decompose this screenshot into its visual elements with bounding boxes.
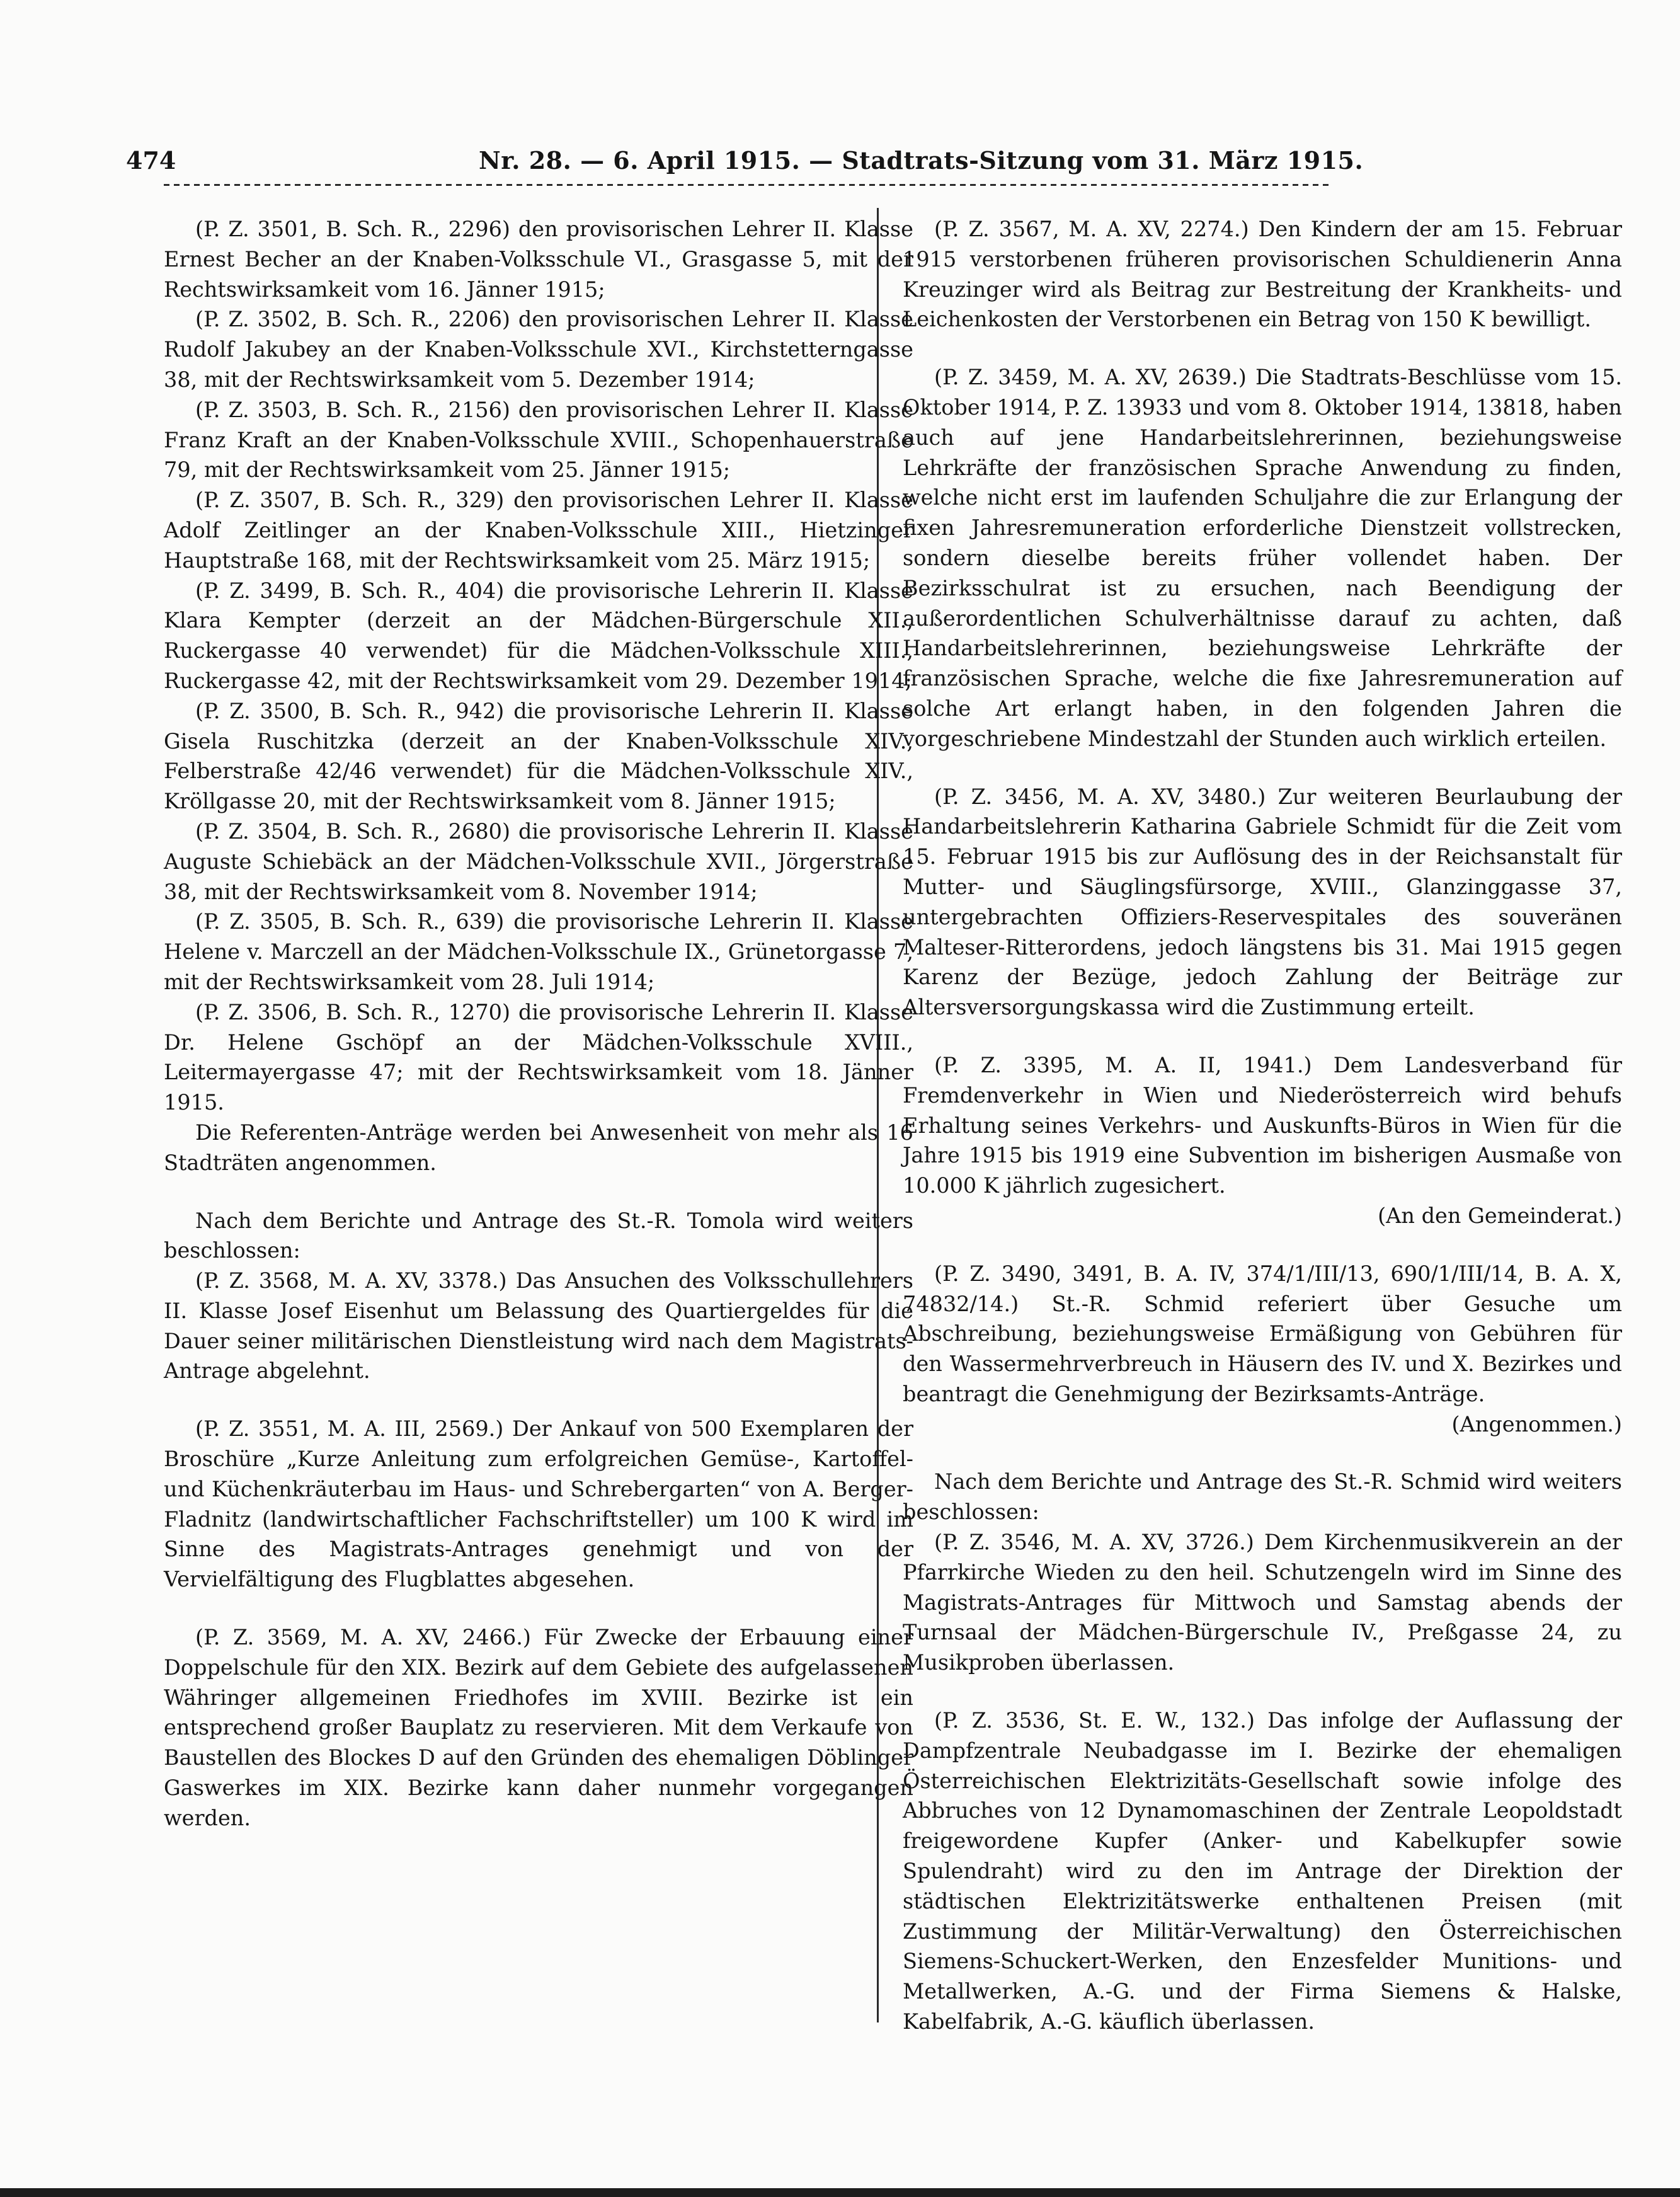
paragraph: (P. Z. 3506, B. Sch. R., 1270) die provisorische Lehrerin II. Klasse Dr. Helene Gschöpf an der Mädchen-Volksschule XVIII., Leitermayergasse 47; mit der Rechtswirksamkeit vom 18. Jänner 1915. xyxy=(164,999,913,1115)
resolution-note: (Angenommen.) xyxy=(1451,1411,1622,1437)
paragraph: (P. Z. 3546, M. A. XV, 3726.) Dem Kirchenmusikverein an der Pfarrkirche Wieden zu den heil. Schutzengeln wird im Sinne des Magistrats-Antrages für Mittwoch und Samstag abends der Turnsaal der Mädchen-Bürgerschule IV., Preßgasse 24, zu Musikproben überlassen. xyxy=(903,1530,1622,1675)
paragraph: Nach dem Berichte und Antrage des St.-R. Schmid wird weiters beschlossen: xyxy=(903,1469,1622,1525)
paragraph: (P. Z. 3501, B. Sch. R., 2296) den provisorischen Lehrer II. Klasse Ernest Becher an der Knaben-Volksschule VI., Grasgasse 5, mit der Rechtswirksamkeit vom 16. Jänner 1915; xyxy=(164,217,913,302)
paragraph: (P. Z. 3507, B. Sch. R., 329) den provisorischen Lehrer II. Klasse Adolf Zeitlinger an der Knaben-Volksschule XIII., Hietzinger Hauptstraße 168, mit der Rechtswirksamkeit vom 25. März 1915; xyxy=(164,488,913,573)
page-number: 474 xyxy=(126,146,176,175)
paragraph: (P. Z. 3536, St. E. W., 132.) Das infolge der Auflassung der Dampfzentrale Neubadgasse im I. Bezirke der ehemaligen Österreichischen Elektrizitäts-Gesellschaft sowie infolge des Abbruches von 12 Dynamomaschinen der Zentrale Leopoldstadt freigewordene Kupfer (Anker- und Kabelkupfer sowie Spulendraht) wird zu den im Antrage der Direktion der städtischen Elektrizitätswerke enthaltenen Preisen (mit Zustimmung der Militär-Verwaltung) den Österreichischen Siemens-Schuckert-Werken, den Enzesfelder Munitions- und Metallwerken, A.-G. und der Firma Siemens & Halske, Kabelfabrik, A.-G. käuflich überlassen. xyxy=(903,1708,1622,2034)
right-column xyxy=(903,214,1622,2037)
paragraph: (P. Z. 3568, M. A. XV, 3378.) Das Ansuchen des Volksschullehrers II. Klasse Josef Eisenhut um Belassung des Quartiergeldes für die Dauer seiner militärischen Dienstleistung wird nach dem Magistrats-Antrage abgelehnt. xyxy=(164,1268,913,1384)
paragraph: Die Referenten-Anträge werden bei Anwesenheit von mehr als 16 Stadträten angenommen. xyxy=(164,1120,913,1175)
paragraph: (P. Z. 3490, 3491, B. A. IV, 374/1/III/13, 690/1/III/14, B. A. X, 74832/14.) St.-R. Schmid referiert über Gesuche um Abschreibung, beziehungsweise Ermäßigung von Gebühren für den Wassermehrverbreuch in Häusern des IV. und X. Bezirkes und beantragt die Genehmigung der Bezirksamts-Anträge. xyxy=(903,1261,1622,1406)
paragraph: Nach dem Berichte und Antrage des St.-R. Tomola wird weiters beschlossen: xyxy=(164,1208,913,1263)
paragraph: (P. Z. 3459, M. A. XV, 2639.) Die Stadtrats-Beschlüsse vom 15. Oktober 1914, P. Z. 13933 und vom 8. Oktober 1914, 13818, haben auch auf jene Handarbeitslehrerinnen, beziehungsweise Lehrkräfte der französischen Sprache Anwendung zu finden, welche nicht erst im laufenden Schuljahre die zur Erlangung der fixen Jahresremuneration erforderliche Dienstzeit vollstrecken, sondern dieselbe bereits früher vollendet haben. Der Bezirksschulrat ist zu ersuchen, nach Beendigung der außerordentlichen Schulverhältnisse darauf zu achten, daß Handarbeitslehrerinnen, beziehungsweise Lehrkräfte der französischen Sprache, welche die fixe Jahresremuneration auf solche Art erlangt haben, in den folgenden Jahren die vorgeschriebene Mindestzahl der Stunden auch wirklich erteilen. xyxy=(903,365,1622,751)
paragraph: (P. Z. 3395, M. A. II, 1941.) Dem Landesverband für Fremdenverkehr in Wien und Niederösterreich wird behufs Erhaltung seines Verkehrs- und Auskunfts-Büros in Wien für die Jahre 1915 bis 1919 eine Subvention im bisherigen Ausmaße von 10.000 K jährlich zugesichert. xyxy=(903,1052,1622,1198)
paragraph: (P. Z. 3505, B. Sch. R., 639) die provisorische Lehrerin II. Klasse Helene v. Marczell an der Mädchen-Volksschule IX., Grünetorgasse 7, mit der Rechtswirksamkeit vom 28. Juli 1914; xyxy=(164,909,913,994)
paragraph: (P. Z. 3569, M. A. XV, 2466.) Für Zwecke der Erbauung einer Doppelschule für den XIX. Bezirk auf dem Gebiete des aufgelassenen Währinger allgemeinen Friedhofes im XVIII. Bezirke ist ein entsprechend großer Bauplatz zu reservieren. Mit dem Verkaufe von Baustellen des Blockes D auf den Gründen des ehemaligen Döblinger Gaswerkes im XIX. Bezirke kann daher nunmehr vorgegangen werden. xyxy=(164,1625,913,1830)
paragraph: (P. Z. 3456, M. A. XV, 3480.) Zur weiteren Beurlaubung der Handarbeitslehrerin Katharina Gabriele Schmidt für die Zeit vom 15. Februar 1915 bis zur Auflösung des in der Reichsanstalt für Mutter- und Säuglingsfürsorge, XVIII., Glanzinggasse 37, untergebrachten Offiziers-Reservespitales des souveränen Malteser-Ritterordens, jedoch längstens bis 31. Mai 1915 gegen Karenz der Bezüge, jedoch Zahlung der Beiträge zur Altersversorgungskassa wird die Zustimmung erteilt. xyxy=(903,784,1622,1020)
paragraph: (P. Z. 3503, B. Sch. R., 2156) den provisorischen Lehrer II. Klasse Franz Kraft an der Knaben-Volksschule XVIII., Schopenhauerstraße 79, mit der Rechtswirksamkeit vom 25. Jänner 1915; xyxy=(164,397,913,483)
paragraph: (P. Z. 3504, B. Sch. R., 2680) die provisorische Lehrerin II. Klasse Auguste Schiebäck an der Mädchen-Volksschule XVII., Jörgerstraße 38, mit der Rechtswirksamkeit vom 8. November 1914; xyxy=(164,818,913,904)
header-divider xyxy=(164,184,1329,186)
paragraph: (P. Z. 3551, M. A. III, 2569.) Der Ankauf von 500 Exemplaren der Broschüre „Kurze Anleitung zum erfolgreichen Gemüse-, Kartoffel- und Küchenkräuterbau im Haus- und Schrebergarten“ von A. Berger-Fladnitz (landwirtschaftlicher Fachschriftsteller) um 100 K wird im Sinne des Magistrats-Antrages genehmigt und von der Vervielfältigung des Flugblattes abgesehen. xyxy=(164,1416,913,1592)
referral-note: (An den Gemeinderat.) xyxy=(1378,1203,1622,1228)
left-column xyxy=(164,214,913,1833)
header-title: Nr. 28. — 6. April 1915. — Stadtrats-Sitzung vom 31. März 1915. xyxy=(479,146,1364,175)
page-header xyxy=(126,140,1364,178)
paragraph: (P. Z. 3567, M. A. XV, 2274.) Den Kindern der am 15. Februar 1915 verstorbenen früheren provisorischen Schuldienerin Anna Kreuzinger wird als Beitrag zur Bestreitung der Krankheits- und Leichenkosten der Verstorbenen ein Betrag von 150 K bewilligt. xyxy=(903,217,1622,332)
paragraph: (P. Z. 3500, B. Sch. R., 942) die provisorische Lehrerin II. Klasse Gisela Ruschitzka (derzeit an der Knaben-Volksschule XIV., Felberstraße 42/46 verwendet) für die Mädchen-Volksschule XIV., Kröllgasse 20, mit der Rechtswirksamkeit vom 8. Jänner 1915; xyxy=(164,698,913,814)
paragraph: (P. Z. 3499, B. Sch. R., 404) die provisorische Lehrerin II. Klasse Klara Kempter (derzeit an der Mädchen-Bürgerschule XII., Ruckergasse 40 verwendet) für die Mädchen-Volksschule XIII., Ruckergasse 42, mit der Rechtswirksamkeit vom 29. Dezember 1914; xyxy=(164,578,913,693)
paragraph: (P. Z. 3502, B. Sch. R., 2206) den provisorischen Lehrer II. Klasse Rudolf Jakubey an der Knaben-Volksschule XVI., Kirchstetterngasse 38, mit der Rechtswirksamkeit vom 5. Dezember 1914; xyxy=(164,307,913,392)
scan-edge xyxy=(0,2188,1680,2197)
